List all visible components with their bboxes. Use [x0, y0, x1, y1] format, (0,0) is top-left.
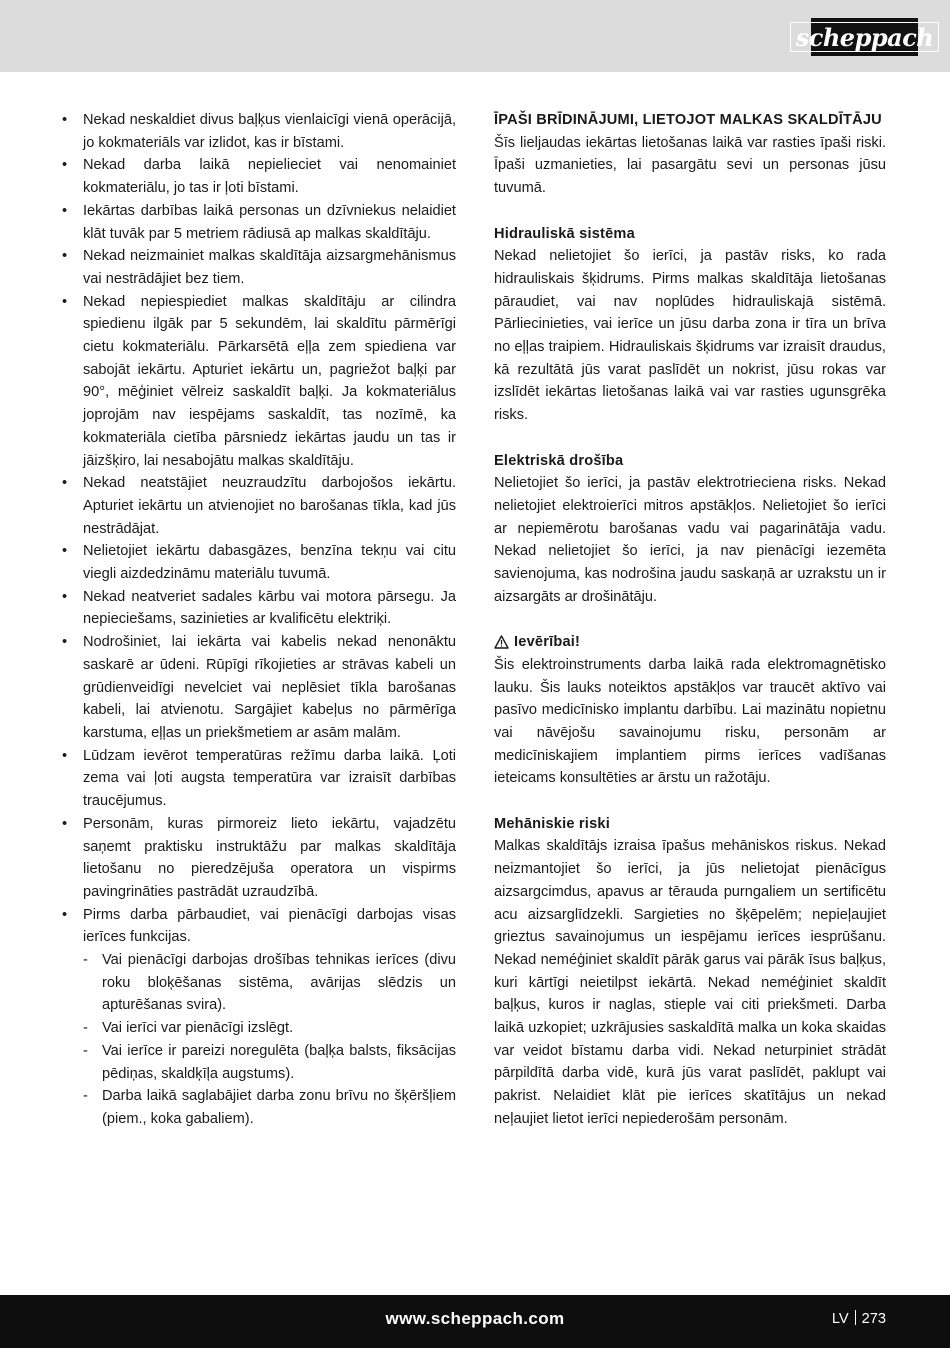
special-warnings-section — [494, 109, 886, 200]
electrical-safety-section — [494, 450, 886, 609]
section-heading-text: Ievērībai! — [514, 634, 581, 651]
list-item: • Nekad neatstājiet neuzraudzītu darbojošos iekārtu. Apturiet iekārtu un atvienojiet no barošanas tīkla, kad jūs nestrādājat. — [62, 472, 456, 540]
sub-list-item: - Vai ierīce ir pareizi noregulēta (baļķa balsts, fiksācijas pēdiņas, skaldķīļa augstums). — [62, 1040, 456, 1085]
list-item: • Nodrošiniet, lai iekārta vai kabelis nekad nenonāktu saskarē ar ūdeni. Rūpīgi rīkojieties ar strāvas kabeli un grūdienveidīgi nevelciet vai neplēsiet tīkla barošanas kabeli, lai atvienotu. Sargājiet kabeļus no pārmērīga karstuma, eļļas un priekšmetiem ar asām malām. — [62, 631, 456, 745]
list-item: • Nelietojiet iekārtu dabasgāzes, benzīna tekņu vai citu viegli aizdedzināmu materiālu tuvumā. — [62, 540, 456, 585]
list-item: • Nekad neatveriet sadales kārbu vai motora pārsegu. Ja nepieciešams, sazinieties ar kvalificētu elektriķi. — [62, 586, 456, 631]
list-item-with-sublist — [62, 904, 456, 1131]
list-item: • Iekārtas darbības laikā personas un dzīvniekus nelaidiet klāt tuvāk par 5 metriem rādiusā ap malkas skaldītāju. — [62, 200, 456, 245]
warning-triangle-icon — [494, 635, 509, 649]
check-sub-list — [62, 949, 456, 1131]
section-heading: Mehāniskie riski — [494, 815, 610, 832]
footer-bar — [0, 1295, 950, 1348]
list-item-text: Pirms darba pārbaudiet, vai pienācīgi darbojas visas ierīces funkcijas. — [83, 906, 456, 946]
brand-logo — [795, 18, 934, 56]
hydraulic-system-section — [494, 223, 886, 427]
brand-logo-text: scheppach — [790, 22, 940, 52]
attention-section — [494, 631, 886, 790]
list-item: • Nekad darba laikā nepielieciet vai nenomainiet kokmateriālu, jo tas ir ļoti bīstami. — [62, 154, 456, 199]
page-number: 273 — [861, 1311, 886, 1327]
section-heading: ĪPAŠI BRĪDINĀJUMI, LIETOJOT MALKAS SKALDĪTĀJU — [494, 112, 882, 128]
section-text: Nekad nelietojiet šo ierīci, ja pastāv risks, ko rada hidrauliskais šķidrums. Pirms malkas skaldītāja lietošanas pāraudiet, vai nav noplūdes hidrauliskajā sistēmā. Pārliecinieties, vai ierīce un jūsu darba zona ir tīra un brīva no eļļas traipiem. Hidrauliskais šķidrums var izraisīt draudus, kā rezultātā jūs varat paslīdēt un nokrist, jūsu rokas var izslīdēt iekārtas lietošanas laikā vai var rasties ugunsgrēka risks. — [494, 248, 886, 424]
right-column — [494, 109, 886, 1153]
section-heading-warning — [494, 631, 886, 654]
header-bar — [0, 0, 950, 72]
language-code: LV — [831, 1311, 849, 1327]
sub-list-item: - Vai ierīci var pienācīgi izslēgt. — [62, 1017, 456, 1040]
section-text: Šīs lieljaudas iekārtas lietošanas laikā var rasties īpaši riski. Īpaši uzmanieties, lai pasargātu sevi un personas jūsu tuvumā. — [494, 134, 886, 197]
section-text: Nelietojiet šo ierīci, ja pastāv elektrotrieciena risks. Nekad nelietojiet elektroierīci mitros apstākļos. Nelietojiet šo ierīci ar nepiemērotu barošanas vadu vai pagarinātāja vadu. Nekad nelietojiet šo ierīci, ja nav pienācīgi iezemēta savienojuma, kas nodrošina jaudu saskaņā ar uzrakstu un ir aizsargāts ar drošinātāju. — [494, 475, 886, 605]
sub-list-item: - Darba laikā saglabājiet darba zonu brīvu no šķēršļiem (piem., koka gabaliem). — [62, 1085, 456, 1130]
mechanical-risks-section — [494, 813, 886, 1131]
safety-bullet-list — [62, 109, 456, 1131]
list-item: • Personām, kuras pirmoreiz lieto iekārtu, vajadzētu saņemt praktisku instruktāžu par malkas skaldītāja lietošanu no pieredzējuša operatora un vispirms pavingrināties pastrādāt uzraudzībā. — [62, 813, 456, 904]
list-item: • Lūdzam ievērot temperatūras režīmu darba laikā. Ļoti zema vai ļoti augsta temperatūra var izraisīt darbības traucējumus. — [62, 745, 456, 813]
section-heading: Hidrauliskā sistēma — [494, 225, 635, 242]
sub-list-item: - Vai pienācīgi darbojas drošības tehnikas ierīces (divu roku bloķēšanas sistēma, avārijas slēdzis un apturēšanas svira). — [62, 949, 456, 1017]
website-url: www.scheppach.com — [385, 1309, 565, 1328]
list-item: • Nekad nepiespiediet malkas skaldītāju ar cilindra spiedienu ilgāk par 5 sekundēm, lai skaldītu pārmērīgi cietu kokmateriālu. Pārkarsētā eļļa zem spiediena var sabojāt iekārtu. Apturiet iekārtu un, pagriežot baļķi par 90°, mēģiniet vēlreiz saskaldīt baļķi. Ja kokmateriālus joprojām nav iespējams saskaldīt, tas nozīmē, ka kokmateriāla cietība pārsniedz iekārtas jaudu un tas ir jāizšķiro, lai nesabojātu malkas skaldītāju. — [62, 291, 456, 473]
section-text: Šis elektroinstruments darba laikā rada elektromagnētisko lauku. Šis lauks noteiktos apstākļos var traucēt aktīvo vai pasīvo medicīnisko implantu darbību. Lai mazinātu nopietnu vai nāvējošu savainojumu risku, personām ar medicīniskajiem implantiem pirms ierīces vadīšanas ieteicams konsultēties ar ārstu un ražotāju. — [494, 656, 886, 787]
list-item: • Nekad neskaldiet divus baļķus vienlaicīgi vienā operācijā, jo kokmateriāls var izlidot, kas ir bīstami. — [62, 109, 456, 154]
list-item: • Nekad neizmainiet malkas skaldītāja aizsargmehānismus vai nestrādājiet bez tiem. — [62, 245, 456, 290]
left-column — [62, 109, 456, 1131]
section-text: Malkas skaldītājs izraisa īpašus mehāniskos riskus. Nekad neizmantojiet šo ierīci, ja jūs nelietojat pienācīgus aizsargcimdus, apavus ar tērauda purngaliem un sertificētu acu aizsarglīdzekli. Sargieties no šķēpelēm; nepieļaujiet grieztus savainojumus un iespējamu ierīces iesprūšanu. Nekad neméģiniet skaldīt pārāk garus vai pārāk īsus baļķus, kuri kārtīgi neietilpst iekārtā. Nekad neméģiniet skaldīt baļķus, kuros ir naglas, stieple vai citi priekšmeti. Darba laikā uzkopiet; uzkrājusies saskaldītā malka un koka skaidas var veidot bīstamu darba vidi. Nekad neturpiniet strādāt pārpildītā darba vidē, kurā jūs varat paslīdēt, paklupt vai pakrist. Nelaidiet klāt pie ierīces skatītājus un nekad neļaujiet lietot ierīci nepiederošām personām. — [494, 838, 886, 1127]
section-heading: Elektriskā drošība — [494, 452, 624, 469]
separator — [855, 1310, 856, 1325]
page-indicator — [832, 1309, 886, 1329]
